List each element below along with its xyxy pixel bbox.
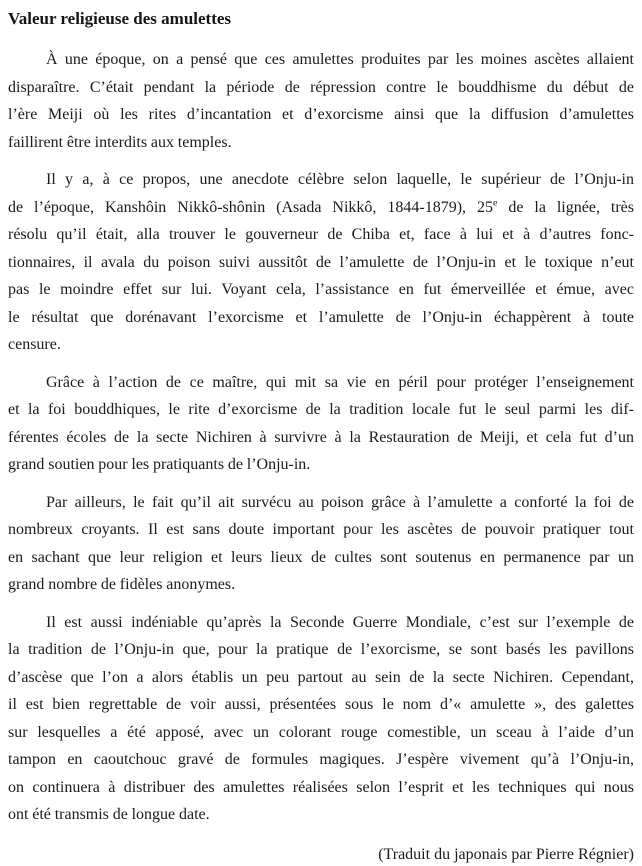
text-line: l’ère Meiji où les rites d’incantation et d’exorcisme ainsi que la diffusion d’amulettes bbox=[8, 106, 634, 123]
text-line: Il est aussi indéniable qu’après la Seconde Guerre Mondiale, c’est sur l’exemple de bbox=[46, 613, 634, 631]
text-line: tampon en caoutchouc gravé de formules magiques. J’espère vivement qu’à l’Onju-in, bbox=[8, 751, 634, 768]
text-line: férentes écoles de la secte Nichiren à survivre à la Restauration de Meiji, et cela fut d’un bbox=[8, 428, 634, 446]
text-line: résolu qu’il était, alla trouver le gouverneur de Chiba et, face à lui et à d’autres fonc- bbox=[8, 226, 634, 243]
text-line: faillirent être interdits aux temples. bbox=[8, 133, 232, 151]
text-line: grand nombre de fidèles anonymes. bbox=[8, 576, 236, 593]
text-line: tionnaires, il avala du poison suivi aussitôt de l’amulette de l’Onju-in et le toxique n’eut bbox=[8, 253, 634, 271]
text-line: Il y a, à ce propos, une anecdote célèbre selon laquelle, le supérieur de l’Onju-in bbox=[46, 171, 634, 188]
page-title: Valeur religieuse des amulettes bbox=[8, 9, 232, 28]
text-line: en sachant que leur religion et leurs lieux de cultes sont soutenus en permanence par un bbox=[8, 548, 634, 566]
text-line: pas le moindre effet sur lui. Voyant cela, l’assistance en fut émerveillée et émue, avec bbox=[8, 281, 634, 298]
text-line: disparaître. C’était pendant la période de répression contre le bouddhisme du début de bbox=[8, 78, 634, 96]
translation-credit: (Traduit du japonais par Pierre Régnier) bbox=[378, 845, 634, 863]
paragraph bbox=[8, 369, 634, 479]
paragraph bbox=[8, 46, 634, 156]
text-line: de l’époque, Kanshôin Nikkô-shônin (Asada Nikkô, 1844-1879), 25e de la lignée, très bbox=[8, 197, 635, 216]
text-line: censure. bbox=[8, 336, 61, 353]
text-line: Par ailleurs, le fait qu’il ait survécu au poison grâce à l’amulette a conforté la foi de bbox=[46, 493, 634, 511]
body-text bbox=[8, 46, 634, 829]
superscript-ordinal: e bbox=[492, 197, 498, 209]
text-line: on continuera à distribuer des amulettes réalisées selon l’esprit et les techniques qui nous bbox=[8, 778, 634, 796]
text-line: ont été transmis de longue date. bbox=[8, 806, 210, 823]
text-line: la tradition de l’Onju-in que, pour la pratique de l’exorcisme, se sont basés les pavillons bbox=[8, 641, 634, 658]
text-line: grand soutien pour les pratiquants de l’Onju-in. bbox=[8, 456, 311, 473]
text-line: et la foi bouddhiques, le rite d’exorcisme de la tradition locale fut le seul parmi les dif- bbox=[8, 401, 634, 418]
text-line: À une époque, on a pensé que ces amulettes produites par les moines ascètes allaient bbox=[46, 51, 634, 68]
text-line: nombreux croyants. Il est sans doute important pour les ascètes de pouvoir pratiquer tout bbox=[8, 521, 634, 538]
text-line: le résultat que dorénavant l’exorcisme et l’amulette de l’Onju-in échappèrent à toute bbox=[8, 308, 634, 326]
text-line: Grâce à l’action de ce maître, qui mit sa vie en péril pour protéger l’enseignement bbox=[46, 373, 634, 391]
text-line: sur lesquelles a été apposé, avec un colorant rouge comestible, un sceau à l’aide d’un bbox=[8, 723, 634, 741]
text-line: il est bien regrettable de voir aussi, présentées sous le nom d’« amulette », des galettes bbox=[8, 696, 634, 713]
paragraph bbox=[8, 609, 634, 829]
paragraph bbox=[8, 166, 634, 359]
text-line: d’ascèse que l’on a alors établis un peu partout au sein de la secte Nichiren. Cependant, bbox=[8, 668, 634, 686]
paragraph bbox=[8, 489, 634, 599]
